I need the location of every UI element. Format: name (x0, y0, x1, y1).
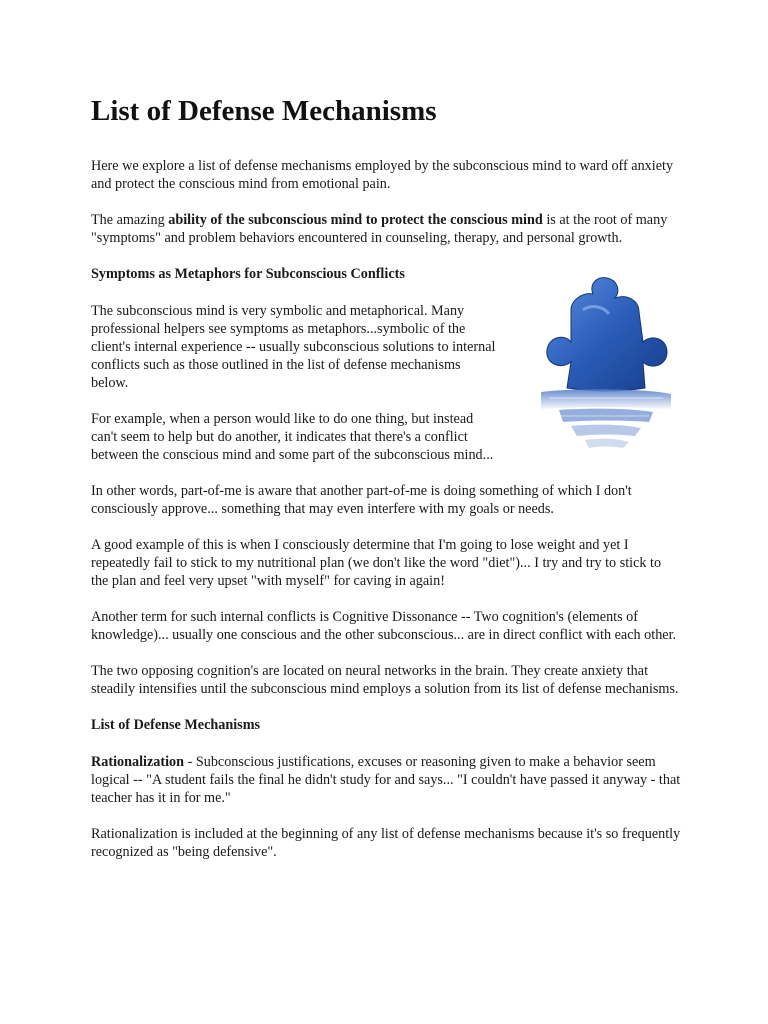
rationalization-note-paragraph: Rationalization is included at the beginning of any list of defense mechanisms because it's so frequently recognized as "being defensive". (91, 826, 681, 860)
part-of-me-paragraph: In other words, part-of-me is aware that another part-of-me is doing something of which I don't consciously approve... something that may even interfere with my goals or needs. (91, 483, 632, 517)
article-body (91, 92, 681, 879)
example-paragraph: For example, when a person would like to do one thing, but instead can't seem to help but do another, it indicates that there's a conflict between the conscious mind and some part of the subconscious mind... (91, 411, 494, 463)
symbolic-paragraph: The subconscious mind is very symbolic and metaphorical. Many professional helpers see symptoms as metaphors...symbolic of the client's internal experience -- usually subconscious solutions to internal conflicts such as those outlined in the list of defense mechanisms below. (91, 303, 496, 391)
intro-paragraph: Here we explore a list of defense mechanisms employed by the subconscious mind to ward off anxiety and protect the conscious mind from emotional pain. (91, 158, 674, 192)
cognitive-dissonance-paragraph: Another term for such internal conflicts is Cognitive Dissonance -- Two cognition's (elements of knowledge)... usually one conscious and the other subconscious... are in direct conflict with each other. (91, 609, 677, 643)
section-heading-list: List of Defense Mechanisms (91, 717, 261, 733)
page-title: List of Defense Mechanisms (91, 95, 437, 127)
ability-text-post: is at the root of many "symptoms" and problem behaviors encountered in counseling, therapy, and personal growth. (91, 212, 668, 246)
rationalization-term: Rationalization (91, 754, 185, 770)
rationalization-definition: - Subconscious justifications, excuses or reasoning given to make a behavior seem logical -- "A student fails the final he didn't study for and says... "I couldn't have passed it anyway - that teacher has it in for me." (91, 754, 681, 806)
ability-paragraph (91, 211, 681, 247)
neural-networks-paragraph: The two opposing cognition's are located on neural networks in the brain. They create anxiety that steadily intensifies until the subconscious mind employs a solution from its list of defense mechanisms. (91, 663, 679, 697)
ability-text-pre: The amazing (91, 212, 169, 228)
puzzle-piece-reflection-icon (531, 270, 679, 460)
ability-text-bold: ability of the subconscious mind to protect the conscious mind (168, 212, 543, 228)
rationalization-paragraph (91, 753, 681, 807)
weight-example-paragraph: A good example of this is when I consciously determine that I'm going to lose weight and yet I repeatedly fail to stick to my nutritional plan (we don't like the word "diet")... I try and try to stick to the plan and feel very upset "with myself" for caving in again! (91, 537, 662, 589)
section-heading-symptoms: Symptoms as Metaphors for Subconscious Conflicts (91, 266, 405, 282)
